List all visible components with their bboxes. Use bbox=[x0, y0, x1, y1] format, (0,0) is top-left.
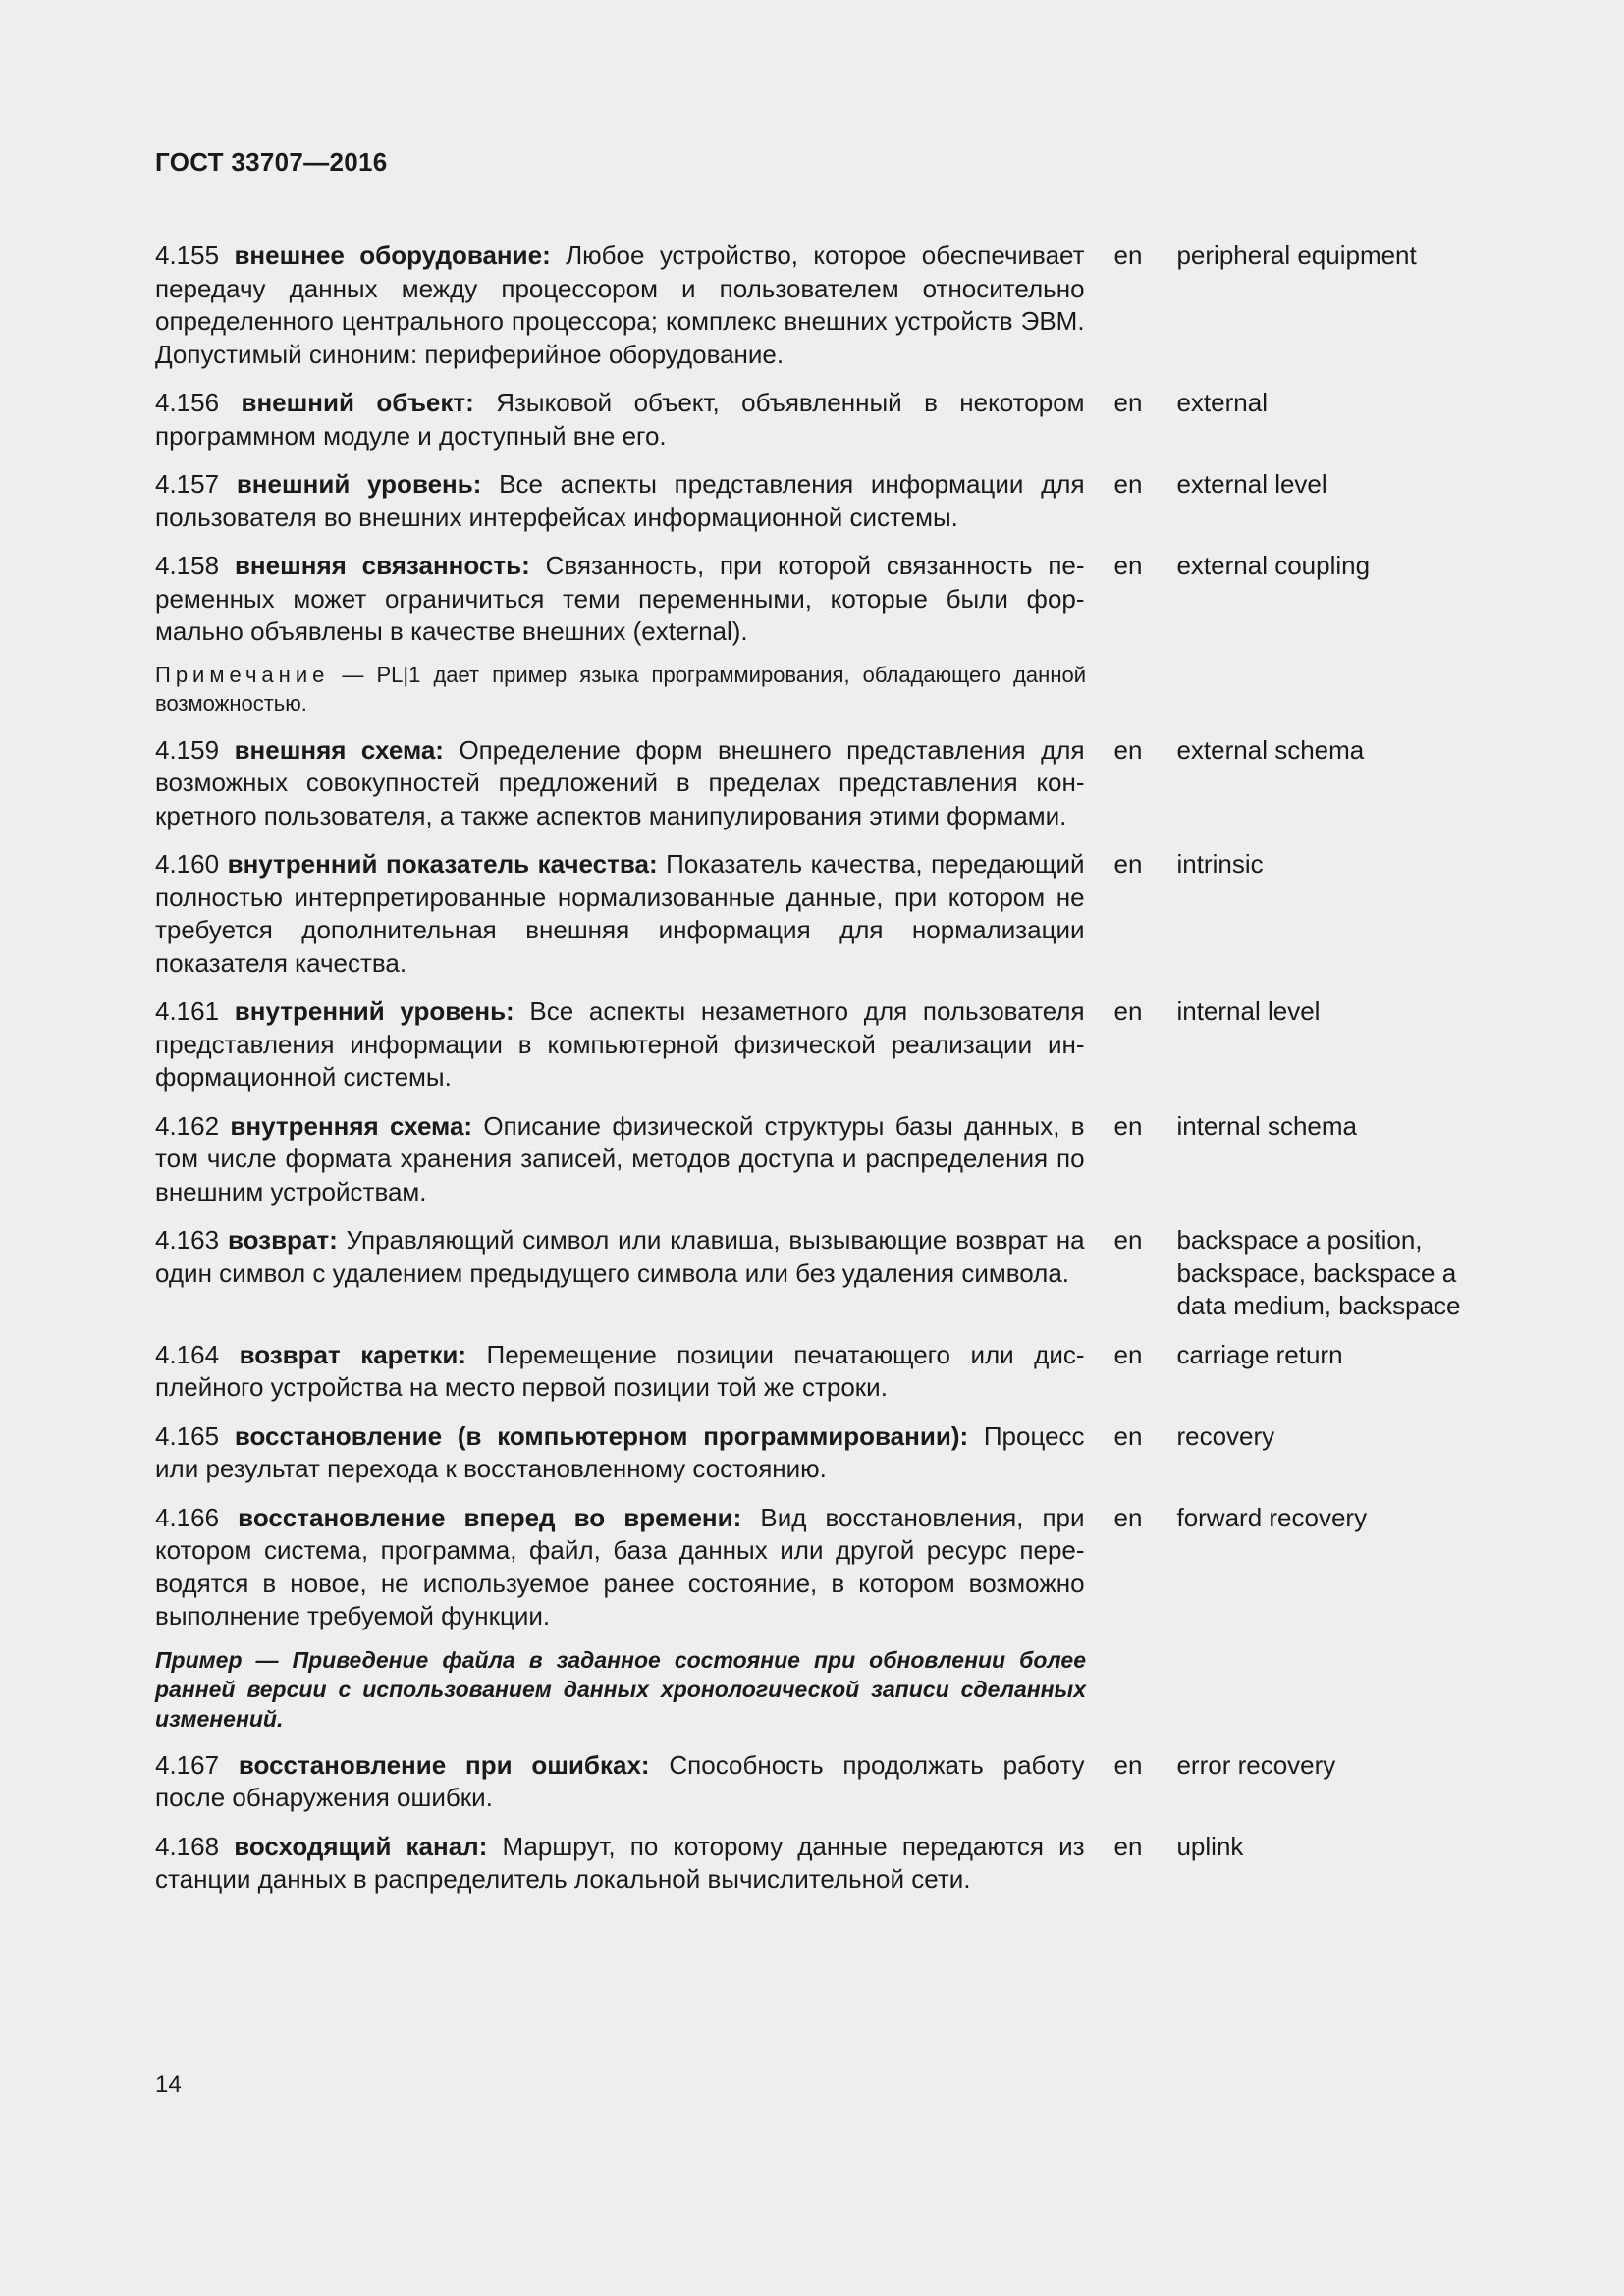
entry-definition bbox=[155, 1831, 1085, 1896]
entry-text: Управляющий символ или клавиша, вызывающие возврат на один символ с удалением предыдущего символа или без удаления символа. bbox=[155, 1225, 1085, 1288]
entry-number: 4.155 bbox=[155, 240, 220, 270]
entry-lang: en bbox=[1113, 469, 1143, 499]
entry-term: внешний объект: bbox=[241, 388, 474, 417]
entry-term: восходящий канал: bbox=[234, 1831, 488, 1861]
entry-number: 4.161 bbox=[155, 996, 220, 1026]
entry-equivalent: backspace a position, backspace, backspace a data medium, backspace bbox=[1176, 1225, 1461, 1320]
entry-term: возврат каретки: bbox=[239, 1339, 467, 1369]
entry-term: внутренний уровень: bbox=[234, 996, 514, 1026]
entry-number: 4.167 bbox=[155, 1749, 220, 1780]
entry-definition bbox=[155, 468, 1085, 534]
document-code: ГОСТ 33707—2016 bbox=[155, 147, 388, 177]
entry-number: 4.168 bbox=[155, 1831, 220, 1861]
entry-definition bbox=[155, 1339, 1085, 1405]
glossary-entry-4163 bbox=[155, 1224, 1471, 1323]
entry-text: Любое устройство, которое обеспечивает передачу данных между процессором и пользователем относительно определенного центрального процессора; комплекс внешних устройств ЭВМ. Допустимый синоним: периферийное оборудование. bbox=[155, 240, 1085, 369]
entry-lang: en bbox=[1113, 1749, 1143, 1780]
example-4166: Пример — Приведение файла в заданное состояние при обновлении более ранней версии с использованием данных хронологической записи сделанных изменений. bbox=[155, 1646, 1086, 1732]
entry-definition bbox=[155, 1749, 1085, 1815]
entry-term: возврат: bbox=[227, 1225, 338, 1255]
entry-equivalent: error recovery bbox=[1176, 1749, 1336, 1780]
entry-equivalent: recovery bbox=[1176, 1420, 1275, 1451]
entry-definition bbox=[155, 1110, 1085, 1209]
entry-text: Определение форм внешнего представления для возможных совокупностей предложений в пределах представления конкретного пользователя, а также аспектов манипулирования этими формами. bbox=[155, 734, 1085, 830]
entry-lang: en bbox=[1113, 551, 1143, 580]
entry-term: внутренний показатель качества: bbox=[227, 849, 658, 879]
entry-number: 4.158 bbox=[155, 551, 220, 580]
entry-definition bbox=[155, 1420, 1085, 1486]
entry-text: Перемещение позиции печатающего или дисплейного устройства на место первой позиции той же строки. bbox=[155, 1339, 1085, 1402]
entry-definition bbox=[155, 1502, 1085, 1633]
entry-term: внешнее оборудование: bbox=[234, 240, 551, 270]
entry-definition bbox=[155, 1224, 1085, 1290]
entry-text: Вид восстановления, при котором система, программа, файл, база данных или другой ресурс переводятся в новое, не используемое ранее состояние, в котором возможно выполнение требуемой функции. bbox=[155, 1502, 1085, 1630]
entry-equivalent: external level bbox=[1176, 469, 1327, 499]
entry-lang: en bbox=[1113, 240, 1143, 270]
entry-lang: en bbox=[1113, 1110, 1143, 1141]
glossary-entry-4167 bbox=[155, 1749, 1471, 1815]
entry-lang: en bbox=[1113, 1502, 1143, 1532]
entry-equivalent: external bbox=[1176, 388, 1268, 417]
entry-equivalent: peripheral equipment bbox=[1176, 240, 1417, 270]
glossary-entry-4166 bbox=[155, 1502, 1471, 1633]
glossary-entry-4162 bbox=[155, 1110, 1471, 1209]
glossary-entry-4165 bbox=[155, 1420, 1471, 1486]
entry-lang: en bbox=[1113, 1831, 1143, 1861]
entry-lang: en bbox=[1113, 849, 1143, 879]
entry-number: 4.157 bbox=[155, 469, 220, 499]
entry-term: внешняя схема: bbox=[234, 734, 444, 765]
glossary-entry-4160 bbox=[155, 848, 1471, 980]
entry-text: Связанность, при которой связанность переменных может ограничиться теми переменными, которые были формально объявлены в качестве внешних (external). bbox=[155, 551, 1085, 646]
entry-text: Маршрут, по которому данные передаются из станции данных в распределитель локальной вычислительной сети. bbox=[155, 1831, 1085, 1894]
glossary-entry-4161 bbox=[155, 995, 1471, 1095]
note-label: Примечание bbox=[155, 662, 330, 687]
entry-term: внутренняя схема: bbox=[230, 1110, 473, 1141]
entry-lang: en bbox=[1113, 1225, 1143, 1255]
entry-definition bbox=[155, 734, 1085, 833]
note-4158 bbox=[155, 661, 1086, 719]
entry-definition bbox=[155, 848, 1085, 980]
entry-lang: en bbox=[1113, 996, 1143, 1026]
entry-number: 4.164 bbox=[155, 1339, 220, 1369]
entry-equivalent: internal level bbox=[1176, 996, 1321, 1026]
entry-equivalent: carriage return bbox=[1176, 1339, 1343, 1369]
glossary-entry-4159 bbox=[155, 734, 1471, 833]
entry-text: Процесс или результат перехода к восстановленному состоянию. bbox=[155, 1420, 1085, 1483]
entry-lang: en bbox=[1113, 1339, 1143, 1369]
entry-text: Языковой объект, объявленный в некотором программном модуле и доступный вне его. bbox=[155, 388, 1085, 451]
entry-definition bbox=[155, 240, 1085, 371]
entry-text: Описание физической структуры базы данных, в том числе формата хранения записей, методов доступа и распределения по внешним устройствам. bbox=[155, 1110, 1085, 1206]
entry-number: 4.160 bbox=[155, 849, 220, 879]
entry-term: внешний уровень: bbox=[236, 469, 482, 499]
entry-text: Все аспекты представления информации для пользователя во внешних интерфейсах информационной системы. bbox=[155, 469, 1085, 532]
glossary-entry-4168 bbox=[155, 1831, 1471, 1896]
entry-number: 4.165 bbox=[155, 1420, 220, 1451]
glossary-entry-4156 bbox=[155, 387, 1471, 453]
entry-text: Все аспекты незаметного для пользователя представления информации в компьютерной физической реализации информационной системы. bbox=[155, 996, 1085, 1092]
entry-term: внешняя связанность: bbox=[234, 551, 530, 580]
entry-text: Способность продолжать работу после обнаружения ошибки. bbox=[155, 1749, 1085, 1812]
glossary-entry-4157 bbox=[155, 468, 1471, 534]
entry-term: восстановление (в компьютерном программировании): bbox=[234, 1420, 969, 1451]
entry-equivalent: external coupling bbox=[1176, 551, 1371, 580]
entry-number: 4.163 bbox=[155, 1225, 220, 1255]
glossary-entries bbox=[155, 240, 1471, 1912]
entry-equivalent: external schema bbox=[1176, 734, 1365, 765]
entry-definition bbox=[155, 387, 1085, 453]
entry-number: 4.162 bbox=[155, 1110, 220, 1141]
glossary-entry-4158 bbox=[155, 550, 1471, 649]
entry-lang: en bbox=[1113, 734, 1143, 765]
entry-equivalent: forward recovery bbox=[1176, 1502, 1368, 1532]
entry-number: 4.156 bbox=[155, 388, 220, 417]
entry-equivalent: uplink bbox=[1176, 1831, 1244, 1861]
entry-equivalent: internal schema bbox=[1176, 1110, 1358, 1141]
page-number: 14 bbox=[155, 2071, 182, 2098]
entry-number: 4.159 bbox=[155, 734, 220, 765]
glossary-entry-4155 bbox=[155, 240, 1471, 371]
entry-number: 4.166 bbox=[155, 1502, 220, 1532]
entry-definition bbox=[155, 550, 1085, 649]
entry-definition bbox=[155, 995, 1085, 1095]
entry-term: восстановление вперед во времени: bbox=[238, 1502, 742, 1532]
entry-lang: en bbox=[1113, 1420, 1143, 1451]
glossary-entry-4164 bbox=[155, 1339, 1471, 1405]
entry-equivalent: intrinsic bbox=[1176, 849, 1264, 879]
note-text: — PL|1 дает пример языка программирования, обладающего данной возможностью. bbox=[155, 662, 1086, 716]
entry-term: восстановление при ошибках: bbox=[238, 1749, 650, 1780]
entry-text: Показатель качества, передающий полностью интерпретированные нормализованные данные, при котором не требуется дополнительная внешняя информация для нормализации показателя качества. bbox=[155, 849, 1085, 978]
entry-lang: en bbox=[1113, 388, 1143, 417]
